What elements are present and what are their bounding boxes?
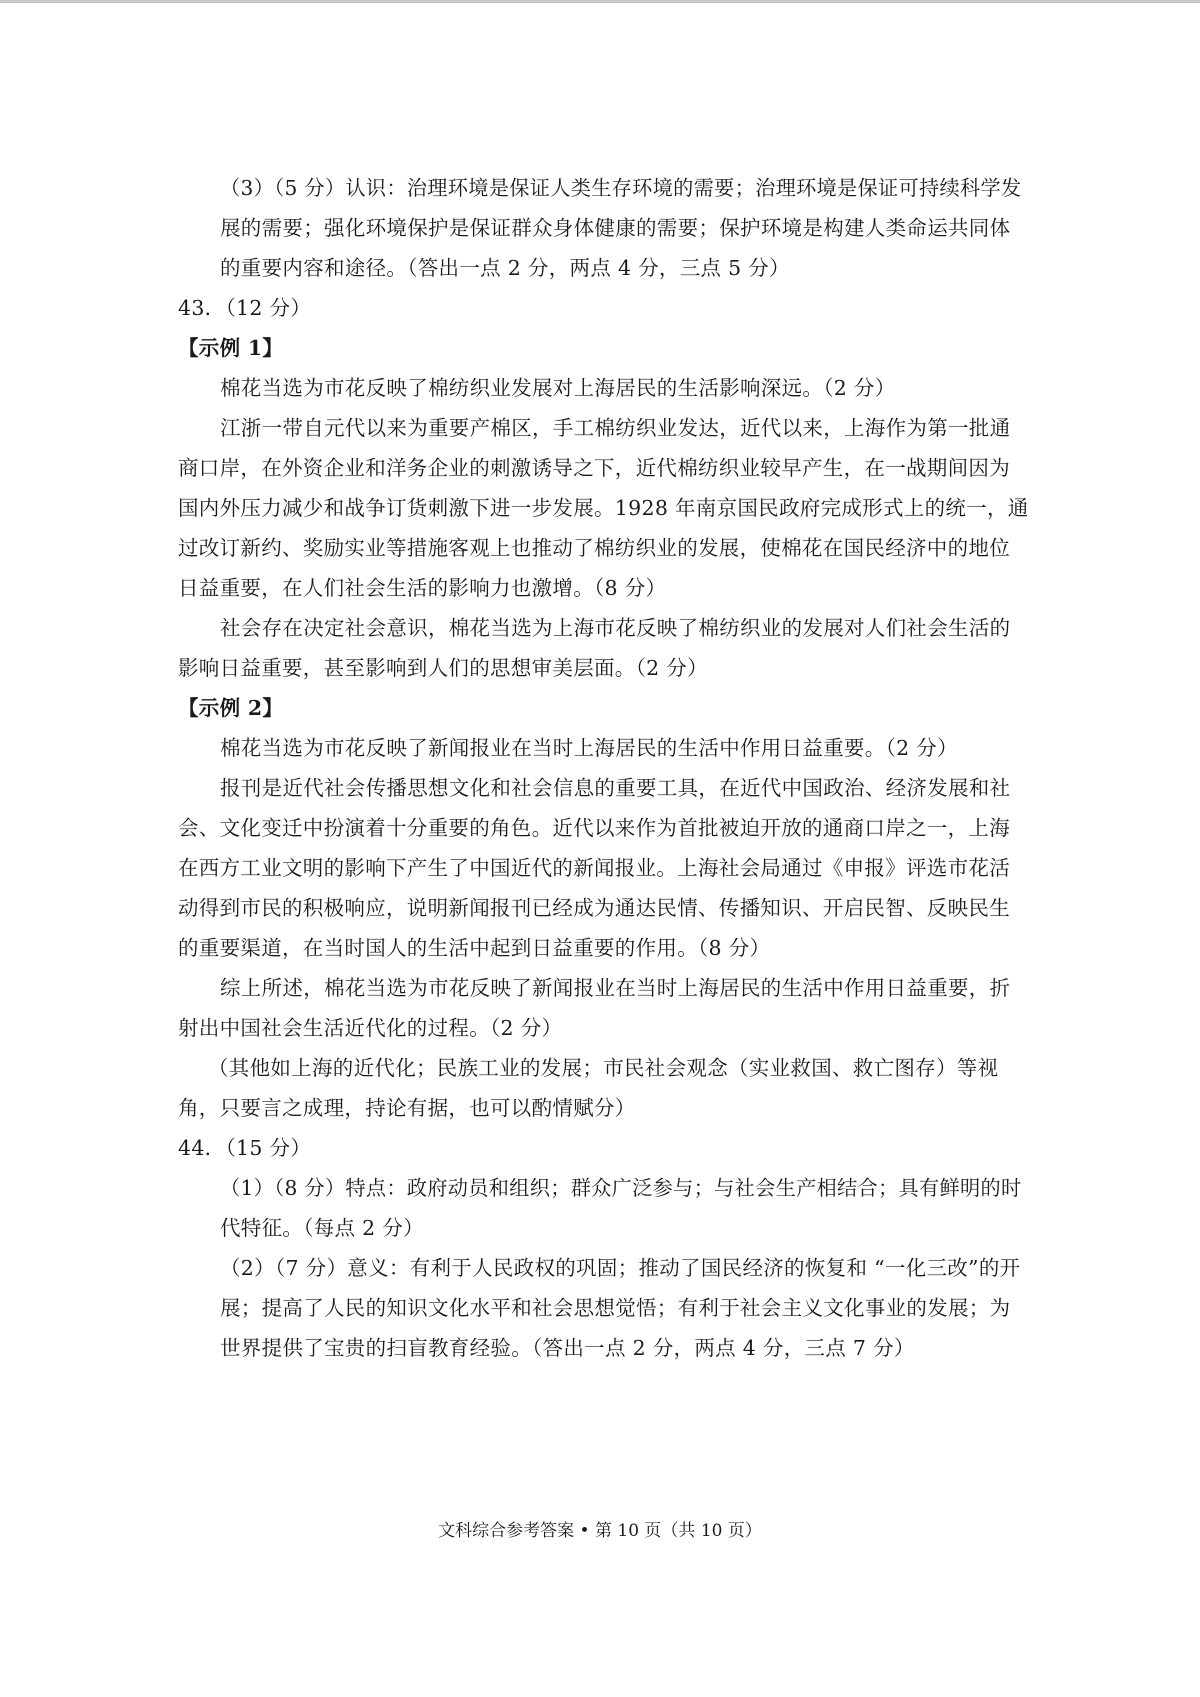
answer-line: 过改订新约、奖励实业等措施客观上也推动了棉纺织业的发展，使棉花在国民经济中的地位 <box>178 536 1010 560</box>
answer-line: 社会存在决定社会意识，棉花当选为上海市花反映了棉纺织业的发展对人们社会生活的 <box>220 616 1011 640</box>
answer-line: 世界提供了宝贵的扫盲教育经验。（答出一点 2 分，两点 4 分，三点 7 分） <box>220 1336 915 1360</box>
answer-line: 代特征。（每点 2 分） <box>220 1216 424 1240</box>
answer-line: 展的需要；强化环境保护是保证群众身体健康的需要；保护环境是构建人类命运共同体 <box>220 216 1011 240</box>
answer-line: 商口岸，在外资企业和洋务企业的刺激诱导之下，近代棉纺织业较早产生，在一战期间因为 <box>178 456 1010 480</box>
question-number: 44．（15 分） <box>178 1136 312 1160</box>
note-line: （其他如上海的近代化；民族工业的发展；市民社会观念（实业救国、救亡图存）等视 <box>208 1056 999 1080</box>
answer-line: 在西方工业文明的影响下产生了中国近代的新闻报业。上海社会局通过《申报》评选市花活 <box>178 856 1010 880</box>
answer-line: 的重要内容和途径。（答出一点 2 分，两点 4 分，三点 5 分） <box>220 256 790 280</box>
answer-line: 射出中国社会生活近代化的过程。（2 分） <box>178 1016 563 1040</box>
answer-line: 会、文化变迁中扮演着十分重要的角色。近代以来作为首批被迫开放的通商口岸之一，上海 <box>178 816 1010 840</box>
page-footer: 文科综合参考答案 • 第 10 页（共 10 页） <box>438 1521 762 1541</box>
example-heading: 【示例 1】 <box>178 336 284 360</box>
answer-body <box>178 168 1030 1368</box>
answer-line: （2）（7 分）意义：有利于人民政权的巩固；推动了国民经济的恢复和 “一化三改”的开 <box>220 1256 1021 1280</box>
answer-line: （1）（8 分）特点：政府动员和组织；群众广泛参与；与社会生产相结合；具有鲜明的时 <box>220 1176 1022 1200</box>
answer-line: 展；提高了人民的知识文化水平和社会思想觉悟；有利于社会主义文化事业的发展；为 <box>220 1296 1011 1320</box>
answer-line: 棉花当选为市花反映了新闻报业在当时上海居民的生活中作用日益重要。（2 分） <box>220 736 958 760</box>
example-heading: 【示例 2】 <box>178 696 284 720</box>
answer-line: 动得到市民的积极响应，说明新闻报刊已经成为通达民情、传播知识、开启民智、反映民生 <box>178 896 1010 920</box>
answer-line: 报刊是近代社会传播思想文化和社会信息的重要工具，在近代中国政治、经济发展和社 <box>220 776 1011 800</box>
note-line: 角，只要言之成理，持论有据，也可以酌情赋分） <box>178 1096 636 1120</box>
answer-line: 影响日益重要，甚至影响到人们的思想审美层面。（2 分） <box>178 656 708 680</box>
top-edge-rule <box>0 0 1200 3</box>
answer-line: 国内外压力减少和战争订货刺激下进一步发展。1928 年南京国民政府完成形式上的统一，通 <box>178 496 1029 520</box>
answer-line: 江浙一带自元代以来为重要产棉区，手工棉纺织业发达，近代以来，上海作为第一批通 <box>220 416 1011 440</box>
answer-line: 日益重要，在人们社会生活的影响力也激增。（8 分） <box>178 576 667 600</box>
question-number: 43．（12 分） <box>178 296 312 320</box>
answer-line: 棉花当选为市花反映了棉纺织业发展对上海居民的生活影响深远。（2 分） <box>220 376 896 400</box>
answer-line: 的重要渠道，在当时国人的生活中起到日益重要的作用。（8 分） <box>178 936 771 960</box>
answer-line: （3）（5 分）认识：治理环境是保证人类生存环境的需要；治理环境是保证可持续科学发 <box>220 176 1022 200</box>
answer-line: 综上所述，棉花当选为市花反映了新闻报业在当时上海居民的生活中作用日益重要，折 <box>220 976 1011 1000</box>
